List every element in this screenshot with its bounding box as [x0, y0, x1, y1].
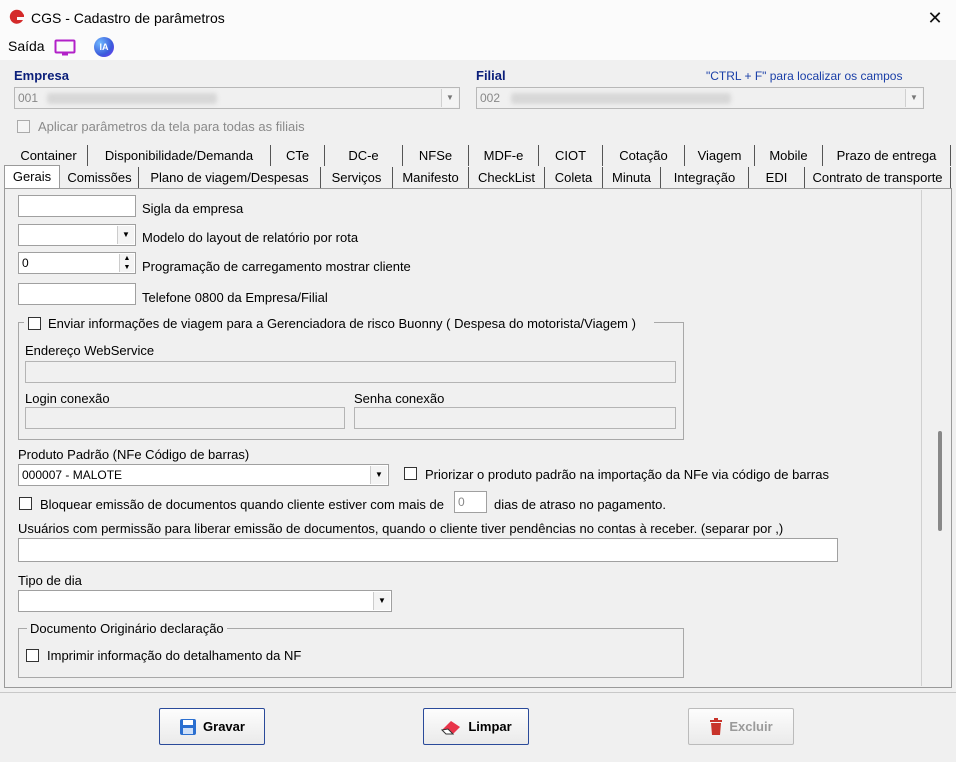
- tab-checklist[interactable]: CheckList: [469, 167, 545, 188]
- tab-mobile[interactable]: Mobile: [755, 145, 823, 166]
- tab-integracao[interactable]: Integração: [661, 167, 749, 188]
- priorizar-checkbox[interactable]: [404, 467, 417, 480]
- tab-cotacao[interactable]: Cotação: [603, 145, 685, 166]
- modelo-layout-select[interactable]: [18, 224, 136, 246]
- chevron-down-icon: ▼: [905, 89, 922, 107]
- buonny-label: Enviar informações de viagem para a Gerenciadora de risco Buonny ( Despesa do motorista/Viagem ): [48, 316, 636, 331]
- trash-icon: [709, 718, 723, 736]
- doc-originario-title: Documento Originário declaração: [27, 621, 227, 636]
- tab-ciot[interactable]: CIOT: [539, 145, 603, 166]
- login-label: Login conexão: [25, 391, 110, 406]
- monitor-icon[interactable]: [54, 39, 76, 57]
- programacao-stepper[interactable]: [18, 252, 136, 274]
- tab-plano-viagem[interactable]: Plano de viagem/Despesas: [139, 167, 321, 188]
- chevron-down-icon: ▼: [373, 592, 390, 610]
- scrollbar-track: [921, 190, 922, 686]
- telefone-input[interactable]: [18, 283, 136, 305]
- usuarios-label: Usuários com permissão para liberar emissão de documentos, quando o cliente tiver pendências no contas à receber. (separar por ,): [18, 521, 784, 536]
- floppy-disk-icon: [179, 718, 197, 736]
- bloquear-days-input[interactable]: 0: [454, 491, 487, 513]
- tab-mdfe[interactable]: MDF-e: [469, 145, 539, 166]
- programacao-label: Programação de carregamento mostrar cliente: [142, 259, 411, 274]
- menu-saida[interactable]: Saída: [8, 38, 45, 54]
- filial-value: 002: [480, 91, 501, 105]
- senha-label: Senha conexão: [354, 391, 445, 406]
- bloquear-checkbox[interactable]: [19, 497, 32, 510]
- tab-cte[interactable]: CTe: [271, 145, 325, 166]
- limpar-label: Limpar: [468, 719, 512, 734]
- tab-comissoes[interactable]: Comissões: [61, 167, 139, 188]
- tab-minuta[interactable]: Minuta: [603, 167, 661, 188]
- sigla-input[interactable]: [18, 195, 136, 217]
- buonny-checkbox[interactable]: [28, 317, 41, 330]
- tab-manifesto[interactable]: Manifesto: [393, 167, 469, 188]
- tab-dce[interactable]: DC-e: [325, 145, 403, 166]
- tab-viagem[interactable]: Viagem: [685, 145, 755, 166]
- redacted-text: [511, 93, 731, 104]
- close-button[interactable]: ✕: [927, 8, 943, 28]
- aplicar-label: Aplicar parâmetros da tela para todas as filiais: [38, 119, 305, 134]
- eraser-icon: [440, 718, 462, 736]
- tipo-dia-select[interactable]: [18, 590, 392, 612]
- produto-select[interactable]: [18, 464, 389, 486]
- modelo-layout-label: Modelo do layout de relatório por rota: [142, 230, 359, 245]
- tab-edi[interactable]: EDI: [749, 167, 805, 188]
- limpar-button[interactable]: [423, 708, 529, 745]
- endereco-ws-input[interactable]: [25, 361, 676, 383]
- chevron-down-icon: ▼: [370, 466, 387, 484]
- tab-disponibilidade[interactable]: Disponibilidade/Demanda: [88, 145, 271, 166]
- window-title: CGS - Cadastro de parâmetros: [31, 10, 225, 26]
- priorizar-label: Priorizar o produto padrão na importação da NFe via código de barras: [425, 467, 829, 482]
- produto-label: Produto Padrão (NFe Código de barras): [18, 447, 250, 462]
- tab-servicos[interactable]: Serviços: [321, 167, 393, 188]
- tab-nfse[interactable]: NFSe: [403, 145, 469, 166]
- tab-gerais[interactable]: Gerais: [4, 165, 60, 188]
- senha-input[interactable]: [354, 407, 676, 429]
- footer-separator: [0, 692, 956, 693]
- chevron-down-icon: ▼: [441, 89, 458, 107]
- login-input[interactable]: [25, 407, 345, 429]
- filial-label: Filial: [476, 68, 506, 83]
- tab-coleta[interactable]: Coleta: [545, 167, 603, 188]
- imprimir-checkbox[interactable]: [26, 649, 39, 662]
- tab-container[interactable]: Container: [10, 145, 88, 166]
- empresa-label: Empresa: [14, 68, 69, 83]
- endereco-ws-label: Endereço WebService: [25, 343, 155, 358]
- bloquear-label-b: dias de atraso no pagamento.: [494, 497, 667, 512]
- empresa-select[interactable]: [14, 87, 460, 109]
- imprimir-label: Imprimir informação do detalhamento da NF: [47, 648, 302, 663]
- telefone-label: Telefone 0800 da Empresa/Filial: [142, 290, 328, 305]
- programacao-value: 0: [22, 256, 29, 270]
- menu-bar: [0, 36, 956, 60]
- bloquear-label-a: Bloquear emissão de documentos quando cliente estiver com mais de: [40, 497, 444, 512]
- filial-select[interactable]: [476, 87, 924, 109]
- search-hint: "CTRL + F" para localizar os campos: [706, 69, 903, 83]
- sigla-label: Sigla da empresa: [142, 201, 244, 216]
- gravar-label: Gravar: [203, 719, 245, 734]
- excluir-label: Excluir: [729, 719, 773, 734]
- chevron-down-icon: ▼: [117, 226, 134, 244]
- redacted-text: [47, 93, 217, 104]
- empresa-value: 001: [18, 91, 39, 105]
- produto-value: 000007 - MALOTE: [22, 468, 123, 482]
- tab-contrato-transporte[interactable]: Contrato de transporte: [805, 167, 951, 188]
- aplicar-checkbox[interactable]: [17, 120, 30, 133]
- usuarios-input[interactable]: [18, 538, 838, 562]
- spinner-arrows-icon[interactable]: ▲ ▼: [119, 254, 134, 272]
- ia-assistant-icon[interactable]: IA: [94, 37, 114, 57]
- scrollbar-thumb[interactable]: [938, 431, 942, 531]
- gravar-button[interactable]: [159, 708, 265, 745]
- tab-prazo-entrega[interactable]: Prazo de entrega: [823, 145, 951, 166]
- tipo-dia-label: Tipo de dia: [18, 573, 82, 588]
- excluir-button[interactable]: [688, 708, 794, 745]
- app-logo-icon: [8, 9, 26, 27]
